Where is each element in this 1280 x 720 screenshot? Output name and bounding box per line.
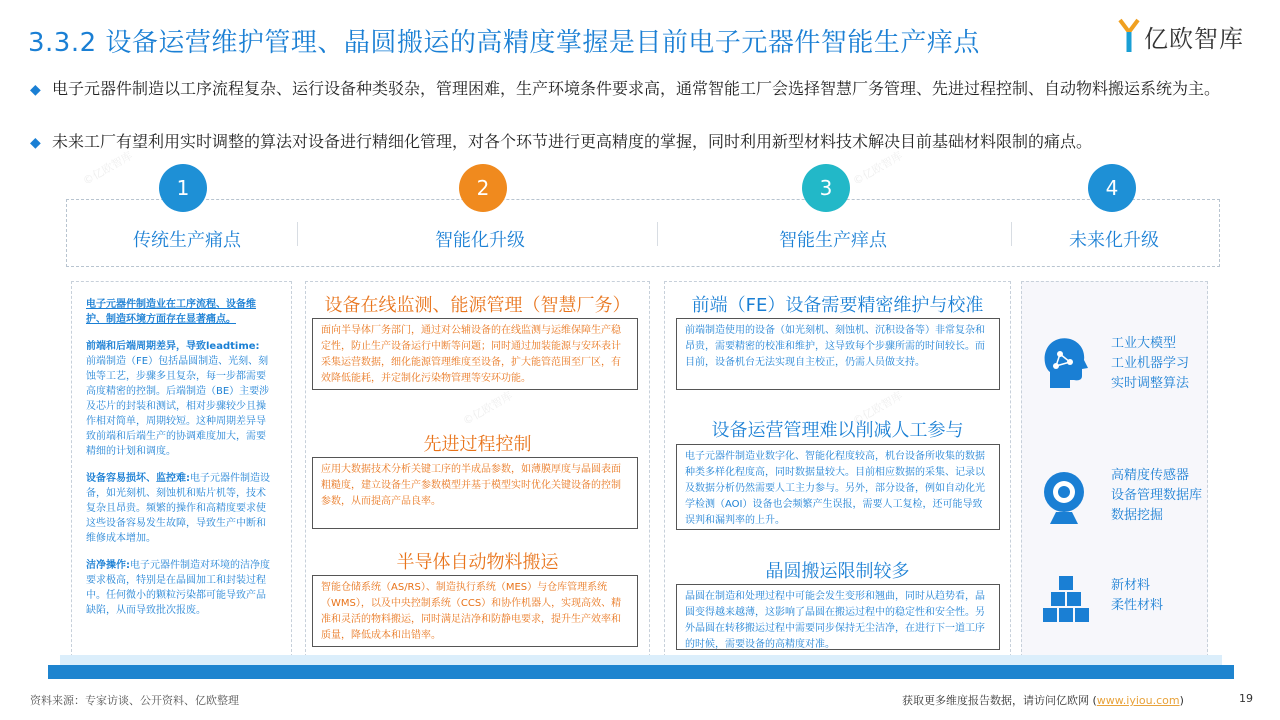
watermark: ©亿欧智库 <box>80 149 135 188</box>
step-3-label: 智能生产痒点 <box>779 230 887 251</box>
logo-text: 亿欧智库 <box>1144 24 1244 53</box>
ai-head-icon <box>1040 336 1088 394</box>
bullet-text: 电子元器件制造以工序流程复杂、运行设备种类驳杂，管理困难，生产环境条件要求高，通常智能工厂会选择智慧厂务管理、先进过程控制、自动物料搬运系统为主。 <box>52 79 1221 98</box>
material-blocks-icon <box>1042 574 1090 628</box>
itch-title-1: 前端（FE）设备需要精密维护与校准 <box>691 295 984 316</box>
itch-title-2: 设备运营管理难以削减人工参与 <box>711 420 964 441</box>
upgrade-title-2: 先进过程控制 <box>423 434 532 455</box>
bullet-2 <box>30 131 1265 154</box>
logo <box>1118 18 1244 54</box>
watermark: ©亿欧智库 <box>460 389 515 428</box>
upgrade-box-3: 智能仓储系统（AS/RS）、制造执行系统（MES）与仓库管理系统（WMS），以及中央控制系统（CCS）和协作机器人，实现高效、精准和灵活的物料搬运，同时满足洁净和防静电要求，提升生产效率和质量，降低成本和出错率。 <box>312 575 638 647</box>
itch-box-3: 晶圆在制造和处理过程中可能会发生变形和翘曲，同时从趋势看，晶圆变得越来越薄，这影响了晶圆在搬运过程中的稳定性和安全性。另外晶圆在转移搬运过程中需要同步保持无尘洁净，在进行下一道工序的时候，需要设备的高精度对准。 <box>676 584 1000 650</box>
page-title: 3.3.2 设备运营维护管理、晶圆搬运的高精度掌握是目前电子元器件智能生产痒点 <box>28 28 980 58</box>
sensor-camera-icon <box>1042 470 1086 530</box>
step-2-circle: 2 <box>459 164 507 212</box>
page-number: 19 <box>1239 692 1253 705</box>
pain-points-text <box>86 297 272 630</box>
pain-para-2: 设备容易损坏、监控难:电子元器件制造设备，如光刻机、刻蚀机和贴片机等，技术复杂且昂贵。频繁的操作和高精度要求使这些设备容易发生故障，导致生产中断和维修成本增加。 <box>86 473 270 544</box>
watermark: ©亿欧智库 <box>850 389 905 428</box>
step-4-circle: 4 <box>1088 164 1136 212</box>
divider <box>657 222 658 246</box>
pain-intro: 电子元器件制造业在工序流程、设备维护、制造环境方面存在显著痛点。 <box>86 299 256 325</box>
diamond-bullet-icon: ◆ <box>30 135 41 151</box>
platform-top <box>60 655 1222 665</box>
future-group-3: 新材料 柔性材料 <box>1111 578 1164 613</box>
upgrade-title-3: 半导体自动物料搬运 <box>396 552 559 573</box>
logo-mark-icon <box>1118 18 1140 54</box>
upgrade-title-1: 设备在线监测、能源管理（智慧厂务） <box>324 295 631 316</box>
watermark: ©亿欧智库 <box>850 149 905 188</box>
itch-box-1: 前端制造使用的设备（如光刻机、刻蚀机、沉积设备等）非常复杂和昂贵，需要精密的校准和维护，这导致每个步骤所需的时间较长。而目前，设备机台无法实现自主校正，仍需人员做支持。 <box>676 318 1000 390</box>
upgrade-box-1: 面向半导体厂务部门，通过对公辅设备的在线监测与运维保障生产稳定性，防止生产设备运行中断等问题；同时通过加装能源与安环表计采集运营数据，细化能源管理维度至设备，扩大能管范围至厂区，有效降低能耗，并定制化污染物管理等安环功能。 <box>312 318 638 390</box>
platform-base <box>48 665 1234 679</box>
bullet-text: 未来工厂有望利用实时调整的算法对设备进行精细化管理，对各个环节进行更高精度的掌握，同时利用新型材料技术解决目前基础材料限制的痛点。 <box>52 132 1093 151</box>
more-info: 获取更多维度报告数据，请访问亿欧网 (www.iyiou.com) <box>902 694 1184 707</box>
itch-title-3: 晶圆搬运限制较多 <box>765 561 910 582</box>
itch-box-2: 电子元器件制造业数字化、智能化程度较高，机台设备所收集的数据种类多样化程度高，同时数据量较大。目前相应数据的采集、记录以及数据分析仍然需要人工主力参与。另外，部分设备，例如自动化光学检测（AOI）设备也会频繁产生误报，需要人工复检，还可能导致误判和漏判率的上升。 <box>676 444 1000 530</box>
pain-para-3: 洁净操作:电子元器件制造对环境的洁净度要求极高，特别是在晶圆加工和封装过程中。任何微小的颗粒污染都可能导致产品缺陷，从而导致批次报废。 <box>86 560 270 616</box>
step-2-label: 智能化升级 <box>435 230 525 251</box>
bullet-1 <box>30 78 1265 101</box>
future-group-2: 高精度传感器 设备管理数据库 数据挖掘 <box>1111 468 1203 523</box>
step-1-circle: 1 <box>159 164 207 212</box>
iyiou-link[interactable]: www.iyiou.com <box>1096 694 1180 707</box>
step-1-label: 传统生产痛点 <box>133 230 241 251</box>
upgrade-box-2: 应用大数据技术分析关键工序的半成品参数，如薄膜厚度与晶圆表面粗糙度，建立设备生产参数模型并基于模型实时优化关键设备的控制参数，从而提高产品良率。 <box>312 457 638 529</box>
step-4-label: 未来化升级 <box>1069 230 1159 251</box>
pain-para-1: 前端和后端周期差异，导致leadtime: 前端制造（FE）包括晶圆制造、光刻、刻蚀等工艺，步骤多且复杂，每一步都需要高度精密的控制。后端制造（BE）主要涉及芯片的封装和测试，相对步骤较少且操作相对简单，周期较短。这种周期差异导致前端和后端生产的协调难度加大，需要精细的计划和调度。 <box>86 341 270 457</box>
source-note: 资料来源：专家访谈、公开资料、亿欧整理 <box>30 694 239 707</box>
future-group-1: 工业大模型 工业机器学习 实时调整算法 <box>1111 336 1190 391</box>
diamond-bullet-icon: ◆ <box>30 82 41 98</box>
step-3-circle: 3 <box>802 164 850 212</box>
